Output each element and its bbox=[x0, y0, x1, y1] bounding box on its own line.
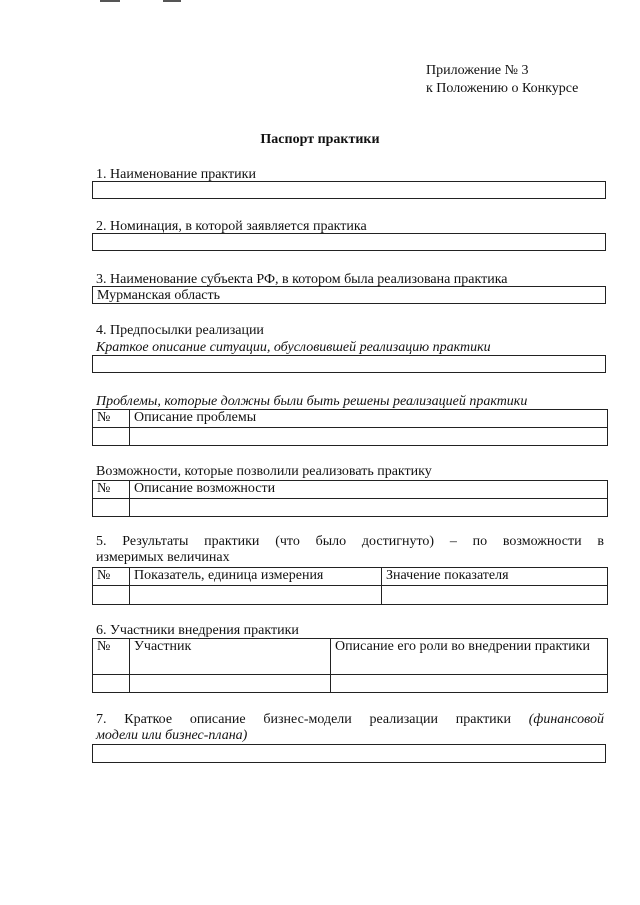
table-cell[interactable] bbox=[130, 586, 382, 605]
column-header-number: № bbox=[93, 410, 130, 428]
section-7-field[interactable] bbox=[92, 744, 606, 763]
participants-table bbox=[92, 638, 608, 693]
section-4-subtitle: Краткое описание ситуации, обусловившей реализацию практики bbox=[96, 340, 491, 355]
section-4-field[interactable] bbox=[92, 355, 606, 373]
section-1-label: 1. Наименование практики bbox=[96, 167, 256, 182]
column-header-role: Описание его роли во внедрении практики bbox=[331, 639, 608, 675]
opportunities-table bbox=[92, 480, 608, 517]
table-cell[interactable] bbox=[382, 586, 608, 605]
results-table bbox=[92, 567, 608, 605]
table-header-row bbox=[93, 639, 608, 675]
table-row bbox=[93, 675, 608, 693]
column-header-indicator: Показатель, единица измерения bbox=[130, 568, 382, 586]
section-3-value: Мурманская область bbox=[97, 288, 221, 303]
column-header-participant: Участник bbox=[130, 639, 331, 675]
table-cell[interactable] bbox=[93, 499, 130, 517]
section-4-label: 4. Предпосылки реализации bbox=[96, 323, 264, 338]
column-header-value: Значение показателя bbox=[382, 568, 608, 586]
table-header-row bbox=[93, 481, 608, 499]
section-7-label-line1 bbox=[96, 712, 604, 728]
section-3-label: 3. Наименование субъекта РФ, в котором была реализована практика bbox=[96, 272, 508, 287]
opportunities-heading: Возможности, которые позволили реализовать практику bbox=[96, 464, 432, 479]
table-cell[interactable] bbox=[93, 586, 130, 605]
page-title: Паспорт практики bbox=[260, 132, 380, 147]
appendix-header bbox=[426, 62, 578, 98]
column-header-description: Описание возможности bbox=[130, 481, 608, 499]
section-7-label bbox=[96, 712, 604, 744]
table-row bbox=[93, 586, 608, 605]
section-1-field[interactable] bbox=[92, 181, 606, 199]
table-header-row bbox=[93, 410, 608, 428]
column-header-number: № bbox=[93, 481, 130, 499]
column-header-description: Описание проблемы bbox=[130, 410, 608, 428]
section-2-label: 2. Номинация, в которой заявляется практика bbox=[96, 219, 367, 234]
section-5-label bbox=[96, 534, 604, 566]
table-cell[interactable] bbox=[93, 675, 130, 693]
table-cell[interactable] bbox=[130, 499, 608, 517]
table-cell[interactable] bbox=[93, 428, 130, 446]
column-header-number: № bbox=[93, 568, 130, 586]
scan-mark-right bbox=[163, 0, 181, 2]
table-row bbox=[93, 428, 608, 446]
section-7-label-italic: (финансовой bbox=[528, 712, 604, 727]
section-7-label-line2: модели или бизнес-плана) bbox=[96, 728, 248, 743]
column-header-number: № bbox=[93, 639, 130, 675]
section-7-label-plain: 7. Краткое описание бизнес-модели реализации практики bbox=[96, 712, 511, 727]
table-cell[interactable] bbox=[331, 675, 608, 693]
table-cell[interactable] bbox=[130, 675, 331, 693]
section-3-field[interactable] bbox=[92, 286, 606, 304]
problems-table bbox=[92, 409, 608, 446]
section-5-label-line2: измеримых величинах bbox=[96, 550, 230, 565]
scan-mark-left bbox=[100, 0, 120, 2]
appendix-reference: к Положению о Конкурсе bbox=[426, 81, 579, 96]
appendix-number: Приложение № 3 bbox=[426, 63, 529, 78]
problems-heading: Проблемы, которые должны были быть решены реализацией практики bbox=[96, 394, 528, 409]
table-header-row bbox=[93, 568, 608, 586]
section-6-label: 6. Участники внедрения практики bbox=[96, 623, 299, 638]
section-5-label-line1: 5. Результаты практики (что было достигнуто) – по возможности в bbox=[96, 534, 604, 549]
table-cell[interactable] bbox=[130, 428, 608, 446]
table-row bbox=[93, 499, 608, 517]
section-2-field[interactable] bbox=[92, 233, 606, 251]
